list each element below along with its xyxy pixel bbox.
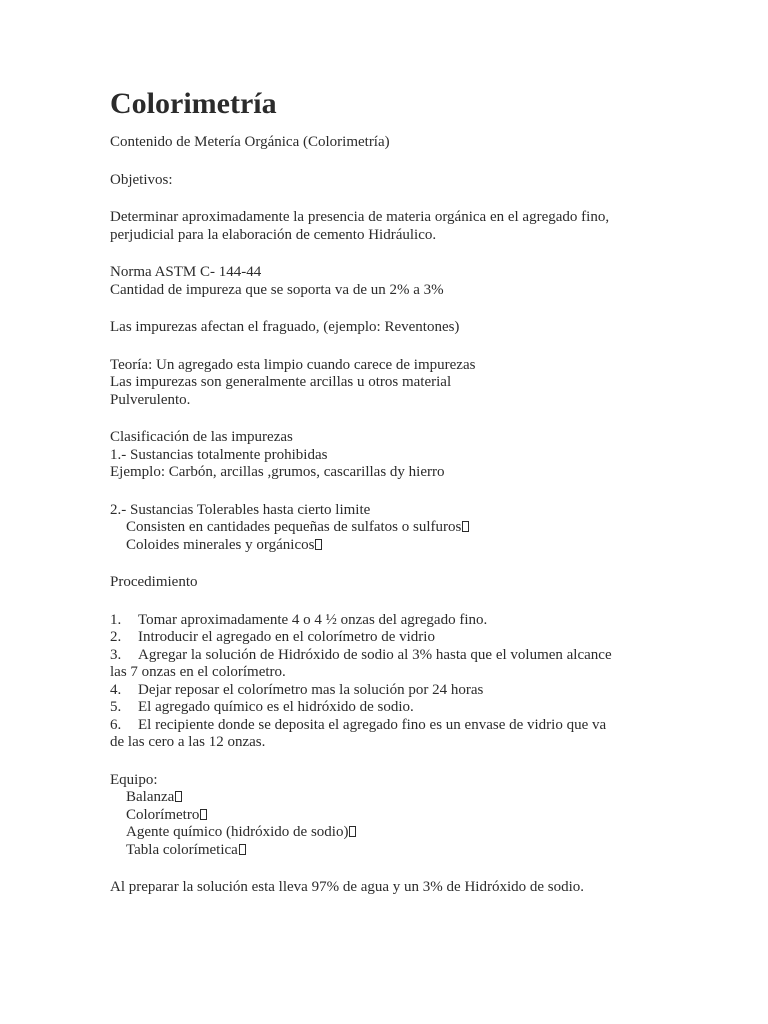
objetivo-line-2: perjudicial para la elaboración de cemento Hidráulico.	[110, 226, 437, 243]
equipo-item	[110, 807, 730, 825]
step-text: Agregar la solución de Hidróxido de sodio al 3% hasta que el volumen alcance	[138, 646, 612, 663]
procedimiento-label: Procedimiento	[110, 574, 198, 590]
tolerables-item	[110, 537, 730, 555]
teoria-line-2: Las impurezas son generalmente arcillas u otros material	[110, 374, 452, 390]
norma-line: Norma ASTM C- 144-44	[110, 264, 262, 280]
step-number: 1.	[110, 611, 122, 628]
tolerables-item-text: Coloides minerales y orgánicos	[126, 536, 315, 553]
step-number: 5.	[110, 699, 122, 715]
missing-glyph-icon	[175, 791, 182, 802]
procedimiento-step	[110, 629, 730, 647]
procedimiento-step	[110, 612, 730, 630]
procedimiento-step	[110, 699, 730, 717]
missing-glyph-icon	[349, 826, 356, 837]
step-text: El agregado químico es el hidróxido de sodio.	[138, 699, 414, 715]
clasificacion-heading: Clasificación de las impurezas	[110, 429, 293, 445]
step-number: 2.	[110, 629, 122, 645]
step-text: Tomar aproximadamente 4 o 4 ½ onzas del agregado fino.	[138, 611, 488, 628]
conclusion-line: Al preparar la solución esta lleva 97% de agua y un 3% de Hidróxido de sodio.	[110, 879, 585, 895]
equipo-item-text: Tabla colorímetica	[126, 841, 238, 858]
clasificacion-item-1: 1.- Sustancias totalmente prohibidas	[110, 446, 328, 463]
tolerables-item	[110, 519, 730, 537]
teoria-line-1: Teoría: Un agregado esta limpio cuando carece de impurezas	[110, 356, 476, 373]
equipo-item	[110, 824, 730, 842]
subtitle: Contenido de Metería Orgánica (Colorimetría)	[110, 134, 390, 150]
teoria-line-3: Pulverulento.	[110, 391, 191, 408]
missing-glyph-icon	[239, 844, 246, 855]
impurezas-afectan-line: Las impurezas afectan el fraguado, (ejemplo: Reventones)	[110, 319, 460, 335]
procedimiento-step-continuation: de las cero a las 12 onzas.	[110, 734, 266, 750]
document-page	[110, 84, 730, 897]
equipo-item-text: Colorímetro	[126, 806, 200, 823]
objetivos-label: Objetivos:	[110, 171, 173, 188]
procedimiento-step	[110, 682, 730, 700]
step-number: 6.	[110, 716, 122, 733]
impureza-cantidad-line: Cantidad de impureza que se soporta va de un 2% a 3%	[110, 281, 444, 298]
step-text: Dejar reposar el colorímetro mas la solución por 24 horas	[138, 681, 484, 698]
missing-glyph-icon	[462, 521, 469, 532]
equipo-item-text: Balanza	[126, 789, 175, 805]
procedimiento-step-continuation: las 7 onzas en el colorímetro.	[110, 664, 286, 680]
step-text: El recipiente donde se deposita el agregado fino es un envase de vidrio que va	[138, 716, 607, 733]
step-number: 4.	[110, 681, 122, 698]
step-text: Introducir el agregado en el colorímetro de vidrio	[138, 629, 435, 645]
equipo-item-text: Agente químico (hidróxido de sodio)	[126, 824, 349, 840]
procedimiento-step	[110, 647, 730, 665]
equipo-item	[110, 842, 730, 860]
tolerables-item-text: Consisten en cantidades pequeñas de sulfatos o sulfuros	[126, 519, 462, 535]
equipo-item	[110, 789, 730, 807]
tolerables-heading: 2.- Sustancias Tolerables hasta cierto limite	[110, 501, 371, 518]
missing-glyph-icon	[315, 539, 322, 550]
clasificacion-ejemplo: Ejemplo: Carbón, arcillas ,grumos, cascarillas dy hierro	[110, 464, 445, 480]
objetivo-line-1: Determinar aproximadamente la presencia de materia orgánica en el agregado fino,	[110, 209, 610, 225]
missing-glyph-icon	[200, 809, 207, 820]
equipo-label: Equipo:	[110, 771, 158, 788]
page-title: Colorimetría	[110, 87, 277, 120]
procedimiento-step	[110, 717, 730, 735]
step-number: 3.	[110, 646, 122, 663]
